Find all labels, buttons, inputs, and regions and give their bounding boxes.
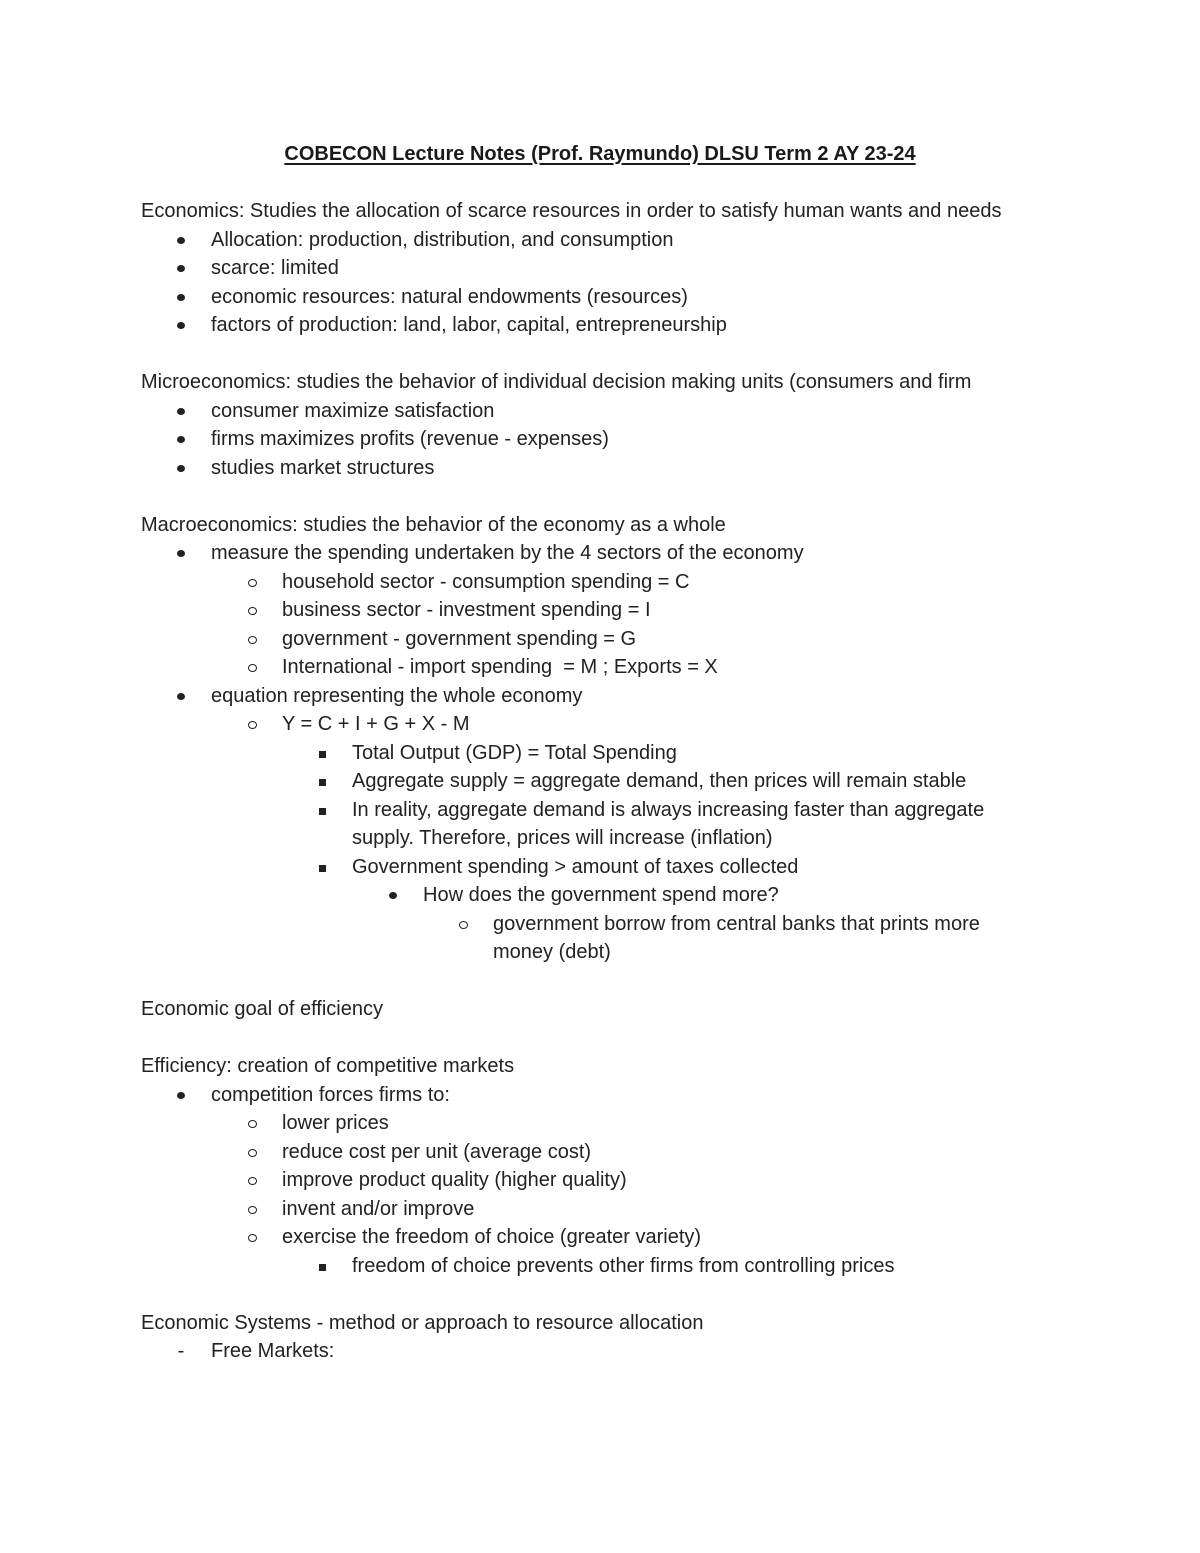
bullet-dot-icon [383,881,403,899]
bullet-dot-icon [171,1081,191,1099]
bullet-circle-icon [242,653,262,672]
list-item: Total Output (GDP) = Total Spending [141,739,1051,768]
bullet-dot-icon [171,283,191,301]
bullet-circle-icon [453,910,473,929]
list-item: reduce cost per unit (average cost) [141,1138,1051,1167]
bullet-dot-icon [171,254,191,272]
spacer [141,340,1051,369]
spacer [141,1024,1051,1053]
list-item: Y = C + I + G + X - M [141,710,1051,739]
bullet-square-icon [312,796,332,815]
bullet-dot-icon [171,539,191,557]
list-item: equation representing the whole economy [141,682,1051,711]
list-item: consumer maximize satisfaction [141,397,1051,426]
list-item: Allocation: production, distribution, and consumption [141,226,1051,255]
microeconomics-definition: Microeconomics: studies the behavior of individual decision making units (consumers and firm [141,371,972,393]
bullet-square-icon [312,767,332,786]
document-title: COBECON Lecture Notes (Prof. Raymundo) DLSU Term 2 AY 23-24 [284,143,916,165]
list-item: economic resources: natural endowments (resources) [141,283,1051,312]
spacer [141,482,1051,511]
bullet-dot-icon [171,311,191,329]
economic-goal: Economic goal of efficiency [141,998,383,1020]
list-item: improve product quality (higher quality) [141,1166,1051,1195]
list-item: government borrow from central banks that prints more money (debt) [141,910,1051,967]
bullet-circle-icon [242,596,262,615]
spacer [141,967,1051,996]
bullet-circle-icon [242,1138,262,1157]
bullet-circle-icon [242,710,262,729]
list-item: exercise the freedom of choice (greater variety) [141,1223,1051,1252]
list-item: International - import spending = M ; Exports = X [141,653,1051,682]
list-item: factors of production: land, labor, capital, entrepreneurship [141,311,1051,340]
bullet-dash-icon [171,1337,191,1366]
bullet-square-icon [312,1252,332,1271]
economic-systems-definition: Economic Systems - method or approach to resource allocation [141,1311,704,1334]
bullet-dot-icon [171,682,191,700]
list-item: measure the spending undertaken by the 4 sectors of the economy [141,539,1051,568]
list-item: competition forces firms to: [141,1081,1051,1110]
efficiency-definition: Efficiency: creation of competitive markets [141,1055,515,1077]
list-item: scarce: limited [141,254,1051,283]
list-item: - Free Markets: [141,1337,1051,1366]
bullet-circle-icon [242,625,262,644]
bullet-dot-icon [171,397,191,415]
list-item: firms maximizes profits (revenue - expenses) [141,425,1051,454]
bullet-dot-icon [171,425,191,443]
bullet-circle-icon [242,1109,262,1128]
economics-definition: Economics: Studies the allocation of scarce resources in order to satisfy human wants and needs [141,200,1002,222]
bullet-square-icon [312,739,332,758]
bullet-dot-icon [171,454,191,472]
list-item: Aggregate supply = aggregate demand, then prices will remain stable [141,767,1051,796]
macroeconomics-definition: Macroeconomics: studies the behavior of the economy as a whole [141,513,726,536]
bullet-circle-icon [242,1223,262,1242]
bullet-square-icon [312,853,332,872]
bullet-circle-icon [242,568,262,587]
list-item: business sector - investment spending = I [141,596,1051,625]
list-item: studies market structures [141,454,1051,483]
list-item: lower prices [141,1109,1051,1138]
bullet-dot-icon [171,226,191,244]
document-body [141,197,1051,1366]
list-item: In reality, aggregate demand is always increasing faster than aggregate supply. Therefore, prices will increase (inflation) [141,796,1051,853]
list-item: household sector - consumption spending = C [141,568,1051,597]
bullet-circle-icon [242,1195,262,1214]
list-item: invent and/or improve [141,1195,1051,1224]
list-item: How does the government spend more? [141,881,1051,910]
bullet-circle-icon [242,1166,262,1185]
list-item: Government spending > amount of taxes collected [141,853,1051,882]
list-item: government - government spending = G [141,625,1051,654]
list-item: freedom of choice prevents other firms from controlling prices [141,1252,1051,1281]
spacer [141,1280,1051,1309]
